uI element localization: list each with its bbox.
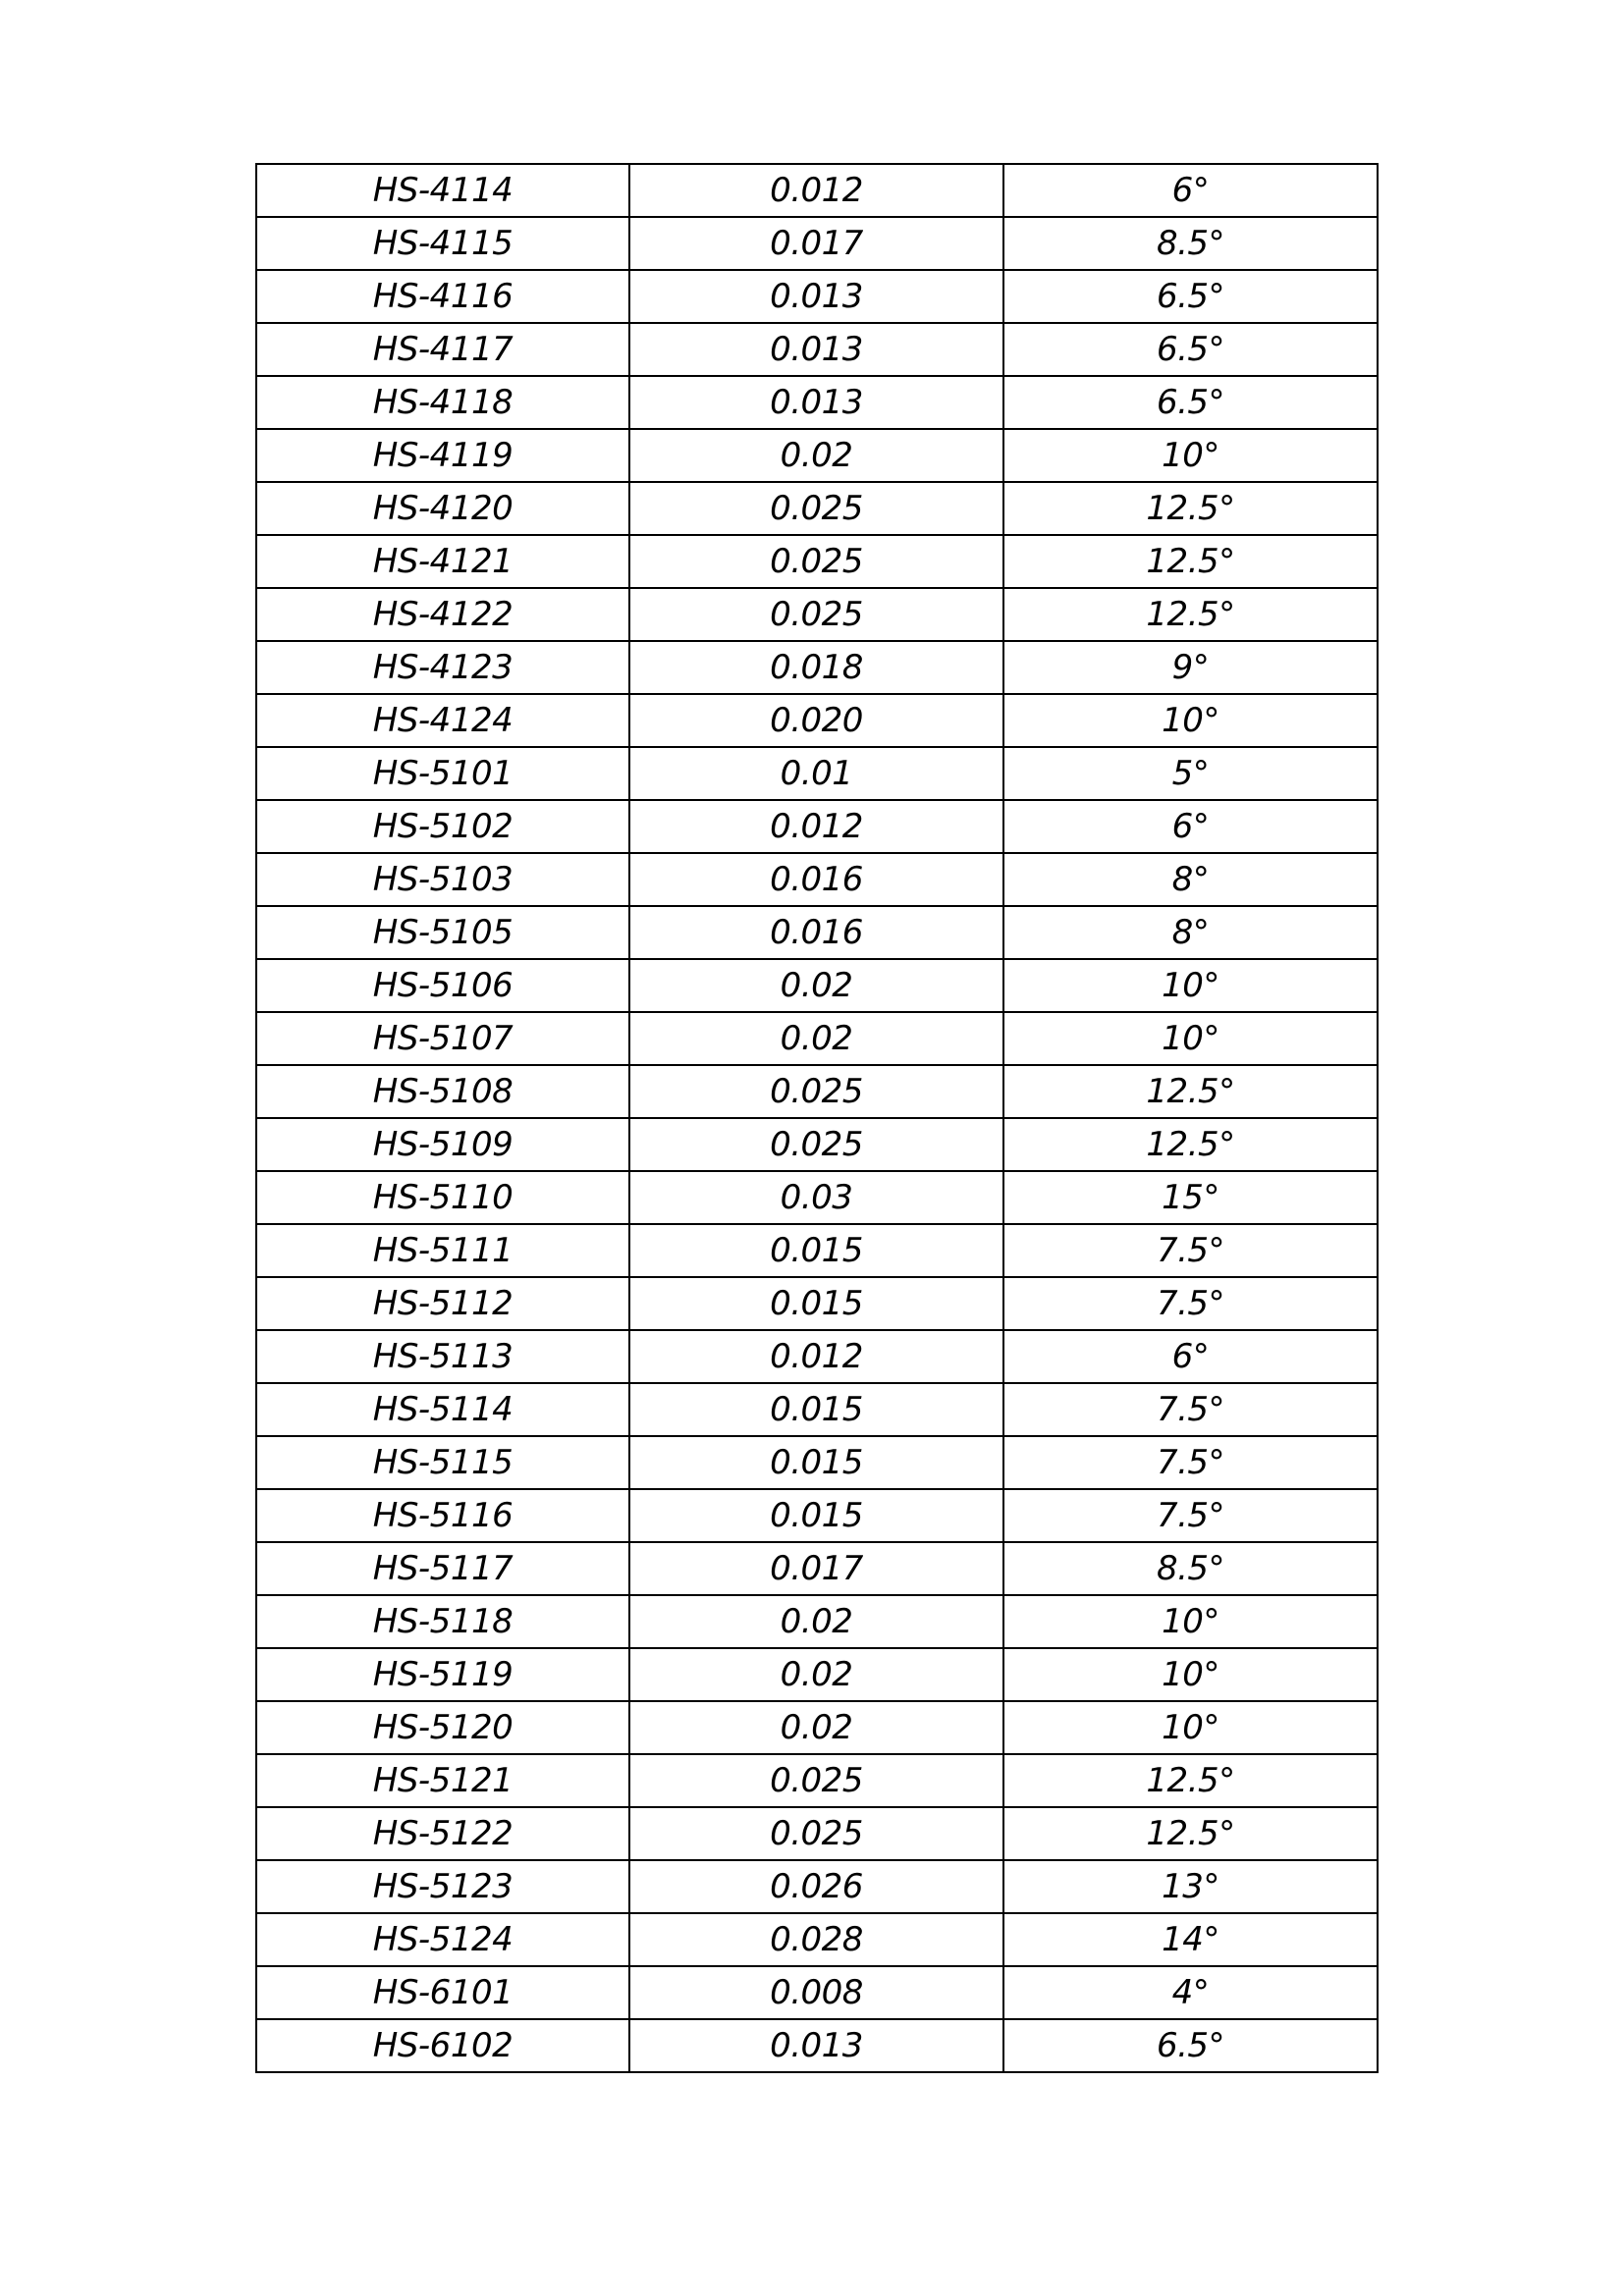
- value-cell: 0.025: [629, 482, 1003, 535]
- model-cell: HS-5105: [256, 906, 629, 959]
- angle-cell: 6.5°: [1003, 270, 1378, 323]
- value-cell: 0.012: [629, 800, 1003, 853]
- table-row: [256, 1224, 1378, 1277]
- angle-cell: 12.5°: [1003, 1065, 1378, 1118]
- model-cell: HS-5113: [256, 1330, 629, 1383]
- value-cell: 0.008: [629, 1966, 1003, 2019]
- table-row: [256, 1436, 1378, 1489]
- angle-cell: 6°: [1003, 1330, 1378, 1383]
- angle-cell: 8°: [1003, 906, 1378, 959]
- value-cell: 0.013: [629, 376, 1003, 429]
- model-cell: HS-5116: [256, 1489, 629, 1542]
- angle-cell: 10°: [1003, 1648, 1378, 1701]
- model-cell: HS-5120: [256, 1701, 629, 1754]
- model-cell: HS-6102: [256, 2019, 629, 2072]
- model-cell: HS-4122: [256, 588, 629, 641]
- value-cell: 0.025: [629, 1807, 1003, 1860]
- table-row: [256, 1012, 1378, 1065]
- angle-cell: 7.5°: [1003, 1224, 1378, 1277]
- table-row: [256, 1277, 1378, 1330]
- value-cell: 0.015: [629, 1436, 1003, 1489]
- table-row: [256, 1754, 1378, 1807]
- model-cell: HS-5114: [256, 1383, 629, 1436]
- angle-cell: 10°: [1003, 429, 1378, 482]
- table-row: [256, 1913, 1378, 1966]
- table-row: [256, 270, 1378, 323]
- value-cell: 0.013: [629, 323, 1003, 376]
- table-row: [256, 1118, 1378, 1171]
- value-cell: 0.015: [629, 1383, 1003, 1436]
- table-row: [256, 535, 1378, 588]
- model-cell: HS-5118: [256, 1595, 629, 1648]
- table-row: [256, 1595, 1378, 1648]
- value-cell: 0.012: [629, 164, 1003, 217]
- angle-cell: 6°: [1003, 800, 1378, 853]
- table-row: [256, 853, 1378, 906]
- table-row: [256, 959, 1378, 1012]
- angle-cell: 12.5°: [1003, 1754, 1378, 1807]
- value-cell: 0.025: [629, 1754, 1003, 1807]
- angle-cell: 6.5°: [1003, 376, 1378, 429]
- table-row: [256, 164, 1378, 217]
- value-cell: 0.02: [629, 1648, 1003, 1701]
- angle-cell: 10°: [1003, 1012, 1378, 1065]
- model-cell: HS-5102: [256, 800, 629, 853]
- value-cell: 0.016: [629, 853, 1003, 906]
- angle-cell: 8.5°: [1003, 217, 1378, 270]
- model-cell: HS-5122: [256, 1807, 629, 1860]
- value-cell: 0.02: [629, 429, 1003, 482]
- model-cell: HS-4116: [256, 270, 629, 323]
- model-cell: HS-4114: [256, 164, 629, 217]
- angle-cell: 12.5°: [1003, 1807, 1378, 1860]
- angle-cell: 4°: [1003, 1966, 1378, 2019]
- angle-cell: 5°: [1003, 747, 1378, 800]
- table-row: [256, 1065, 1378, 1118]
- angle-cell: 12.5°: [1003, 482, 1378, 535]
- table-row: [256, 641, 1378, 694]
- model-cell: HS-5121: [256, 1754, 629, 1807]
- model-cell: HS-5123: [256, 1860, 629, 1913]
- table-row: [256, 323, 1378, 376]
- table-row: [256, 429, 1378, 482]
- value-cell: 0.015: [629, 1489, 1003, 1542]
- angle-cell: 8.5°: [1003, 1542, 1378, 1595]
- model-cell: HS-5111: [256, 1224, 629, 1277]
- angle-cell: 7.5°: [1003, 1436, 1378, 1489]
- model-cell: HS-6101: [256, 1966, 629, 2019]
- table-row: [256, 1542, 1378, 1595]
- angle-cell: 7.5°: [1003, 1489, 1378, 1542]
- model-cell: HS-4118: [256, 376, 629, 429]
- angle-cell: 7.5°: [1003, 1383, 1378, 1436]
- value-cell: 0.026: [629, 1860, 1003, 1913]
- value-cell: 0.01: [629, 747, 1003, 800]
- angle-cell: 6.5°: [1003, 323, 1378, 376]
- model-cell: HS-4117: [256, 323, 629, 376]
- model-cell: HS-4115: [256, 217, 629, 270]
- model-cell: HS-5109: [256, 1118, 629, 1171]
- model-cell: HS-4124: [256, 694, 629, 747]
- value-cell: 0.02: [629, 959, 1003, 1012]
- model-cell: HS-5108: [256, 1065, 629, 1118]
- model-cell: HS-4120: [256, 482, 629, 535]
- model-cell: HS-5119: [256, 1648, 629, 1701]
- value-cell: 0.02: [629, 1012, 1003, 1065]
- value-cell: 0.016: [629, 906, 1003, 959]
- table-row: [256, 588, 1378, 641]
- value-cell: 0.028: [629, 1913, 1003, 1966]
- table-row: [256, 1330, 1378, 1383]
- table-row: [256, 2019, 1378, 2072]
- value-cell: 0.02: [629, 1595, 1003, 1648]
- angle-cell: 6.5°: [1003, 2019, 1378, 2072]
- table-row: [256, 1171, 1378, 1224]
- model-cell: HS-5117: [256, 1542, 629, 1595]
- value-cell: 0.013: [629, 2019, 1003, 2072]
- model-cell: HS-5112: [256, 1277, 629, 1330]
- angle-cell: 12.5°: [1003, 535, 1378, 588]
- table-row: [256, 800, 1378, 853]
- model-cell: HS-4121: [256, 535, 629, 588]
- model-cell: HS-5107: [256, 1012, 629, 1065]
- table-row: [256, 1648, 1378, 1701]
- model-cell: HS-4123: [256, 641, 629, 694]
- model-cell: HS-5115: [256, 1436, 629, 1489]
- angle-cell: 7.5°: [1003, 1277, 1378, 1330]
- value-cell: 0.025: [629, 1065, 1003, 1118]
- table-row: [256, 1860, 1378, 1913]
- model-cell: HS-5124: [256, 1913, 629, 1966]
- table-body: [256, 164, 1378, 2072]
- value-cell: 0.020: [629, 694, 1003, 747]
- table-row: [256, 906, 1378, 959]
- table-row: [256, 217, 1378, 270]
- model-cell: HS-5101: [256, 747, 629, 800]
- model-cell: HS-4119: [256, 429, 629, 482]
- value-cell: 0.013: [629, 270, 1003, 323]
- table-row: [256, 482, 1378, 535]
- value-cell: 0.015: [629, 1224, 1003, 1277]
- table-row: [256, 1807, 1378, 1860]
- value-cell: 0.025: [629, 588, 1003, 641]
- angle-cell: 9°: [1003, 641, 1378, 694]
- model-cell: HS-5103: [256, 853, 629, 906]
- angle-cell: 6°: [1003, 164, 1378, 217]
- table-row: [256, 1489, 1378, 1542]
- table-row: [256, 747, 1378, 800]
- value-cell: 0.012: [629, 1330, 1003, 1383]
- value-cell: 0.018: [629, 641, 1003, 694]
- table-row: [256, 376, 1378, 429]
- value-cell: 0.017: [629, 217, 1003, 270]
- table-row: [256, 1383, 1378, 1436]
- angle-cell: 13°: [1003, 1860, 1378, 1913]
- angle-cell: 12.5°: [1003, 1118, 1378, 1171]
- table-row: [256, 1701, 1378, 1754]
- angle-cell: 12.5°: [1003, 588, 1378, 641]
- data-table: [255, 163, 1379, 2073]
- angle-cell: 10°: [1003, 1595, 1378, 1648]
- angle-cell: 15°: [1003, 1171, 1378, 1224]
- value-cell: 0.02: [629, 1701, 1003, 1754]
- angle-cell: 10°: [1003, 1701, 1378, 1754]
- value-cell: 0.03: [629, 1171, 1003, 1224]
- value-cell: 0.017: [629, 1542, 1003, 1595]
- angle-cell: 14°: [1003, 1913, 1378, 1966]
- angle-cell: 8°: [1003, 853, 1378, 906]
- value-cell: 0.025: [629, 535, 1003, 588]
- angle-cell: 10°: [1003, 959, 1378, 1012]
- table-row: [256, 1966, 1378, 2019]
- model-cell: HS-5106: [256, 959, 629, 1012]
- model-cell: HS-5110: [256, 1171, 629, 1224]
- angle-cell: 10°: [1003, 694, 1378, 747]
- table-row: [256, 694, 1378, 747]
- value-cell: 0.025: [629, 1118, 1003, 1171]
- value-cell: 0.015: [629, 1277, 1003, 1330]
